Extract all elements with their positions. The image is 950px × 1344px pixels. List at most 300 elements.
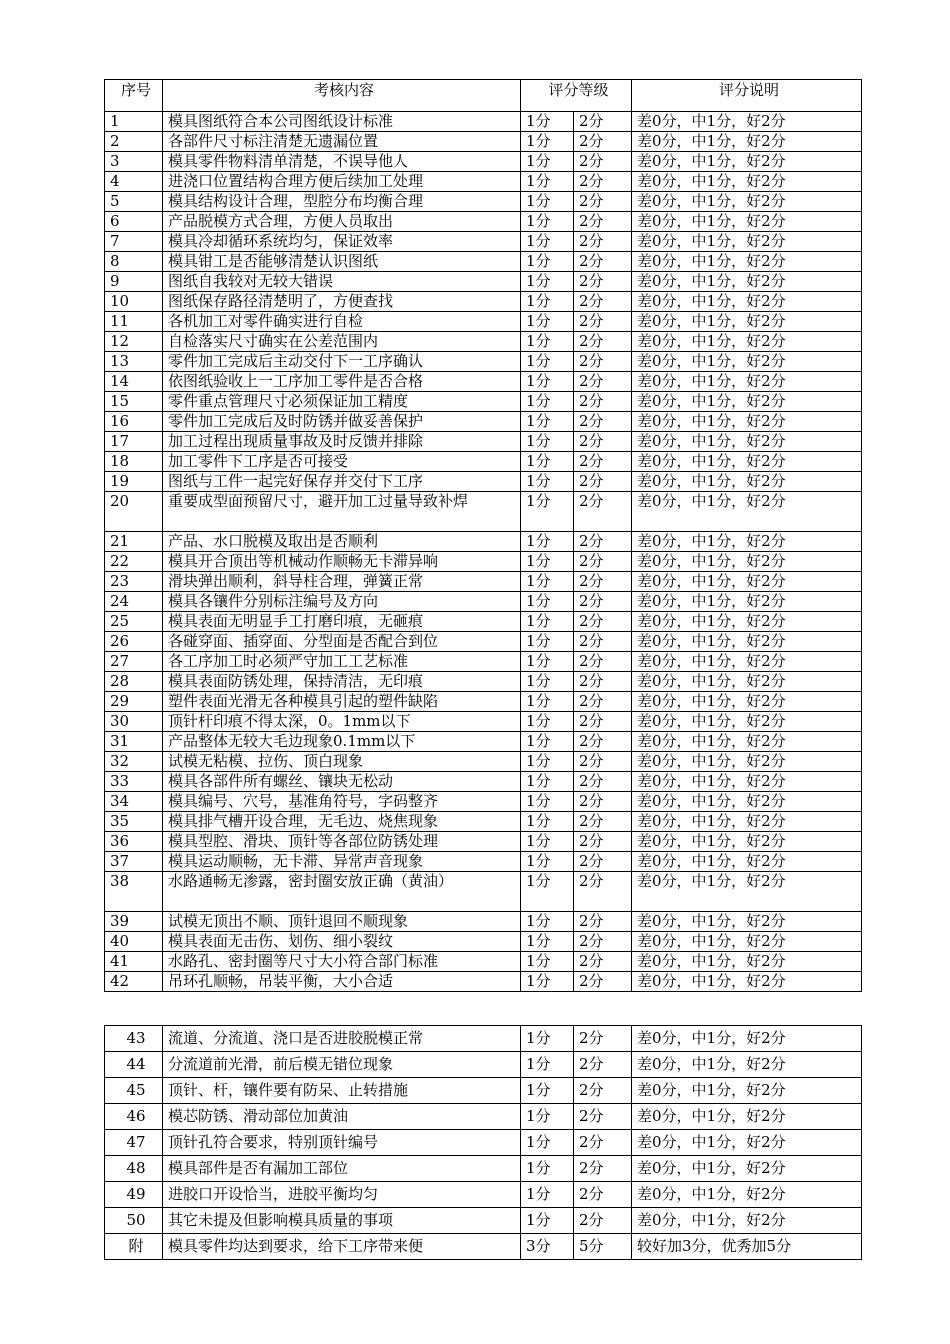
header-content: 考核内容 [163,80,521,112]
grade-1: 1分 [521,1130,574,1156]
grade-note: 差0分，中1分，好2分 [632,852,862,872]
grade-note: 差0分，中1分，好2分 [632,492,862,532]
grade-1: 1分 [521,732,574,752]
row-number: 27 [105,652,163,672]
grade-note: 差0分，中1分，好2分 [632,472,862,492]
table-row [105,452,862,472]
grade-note: 差0分，中1分，好2分 [632,372,862,392]
row-content: 零件加工完成后及时防锈并做妥善保护 [163,412,521,432]
row-content: 模具表面无击伤、划伤、细小裂纹 [163,932,521,952]
table-row [105,1052,862,1078]
row-content: 水路通畅无渗露，密封圈安放正确（黄油） [163,872,521,912]
row-number: 25 [105,612,163,632]
table-row [105,912,862,932]
grade-2: 2分 [574,912,632,932]
grade-2: 2分 [574,612,632,632]
grade-1: 1分 [521,412,574,432]
grade-note: 差0分，中1分，好2分 [632,832,862,852]
row-number: 37 [105,852,163,872]
assessment-table-1 [104,79,862,992]
table-row [105,772,862,792]
grade-1: 1分 [521,392,574,412]
grade-1: 1分 [521,572,574,592]
row-number: 36 [105,832,163,852]
row-number: 4 [105,172,163,192]
grade-1: 1分 [521,912,574,932]
row-content: 进浇口位置结构合理方便后续加工处理 [163,172,521,192]
grade-note: 差0分，中1分，好2分 [632,1104,862,1130]
grade-note: 差0分，中1分，好2分 [632,692,862,712]
row-content: 顶针孔符合要求，特别顶针编号 [163,1130,521,1156]
grade-1: 1分 [521,312,574,332]
header-row [105,80,862,112]
row-content: 分流道前光滑，前后模无错位现象 [163,1052,521,1078]
row-content: 产品、水口脱模及取出是否顺利 [163,532,521,552]
header-grade: 评分等级 [521,80,632,112]
grade-note: 差0分，中1分，好2分 [632,612,862,632]
grade-1: 1分 [521,132,574,152]
grade-2: 2分 [574,432,632,452]
grade-note: 差0分，中1分，好2分 [632,552,862,572]
grade-1: 1分 [521,592,574,612]
grade-note: 差0分，中1分，好2分 [632,592,862,612]
table-row [105,1234,862,1260]
row-number: 18 [105,452,163,472]
row-number: 9 [105,272,163,292]
row-number: 15 [105,392,163,412]
grade-1: 1分 [521,672,574,692]
grade-note: 较好加3分，优秀加5分 [632,1234,862,1260]
row-content: 模具表面防锈处理，保持清洁，无印痕 [163,672,521,692]
assessment-table-2 [104,1025,862,1260]
table-row [105,1156,862,1182]
row-content: 产品整体无较大毛边现象0.1mm以下 [163,732,521,752]
grade-2: 2分 [574,252,632,272]
grade-2: 2分 [574,812,632,832]
grade-note: 差0分，中1分，好2分 [632,1182,862,1208]
row-number: 24 [105,592,163,612]
table-row [105,752,862,772]
grade-2: 2分 [574,832,632,852]
grade-note: 差0分，中1分，好2分 [632,752,862,772]
grade-2: 2分 [574,152,632,172]
row-number: 20 [105,492,163,532]
row-number: 46 [105,1104,163,1130]
grade-1: 1分 [521,852,574,872]
grade-1: 1分 [521,352,574,372]
header-no: 序号 [105,80,163,112]
grade-note: 差0分，中1分，好2分 [632,732,862,752]
grade-1: 1分 [521,452,574,472]
row-number: 43 [105,1026,163,1052]
table-row [105,832,862,852]
grade-1: 1分 [521,1078,574,1104]
grade-2: 2分 [574,572,632,592]
row-number: 12 [105,332,163,352]
grade-note: 差0分，中1分，好2分 [632,352,862,372]
table-row [105,292,862,312]
row-number: 8 [105,252,163,272]
grade-2: 2分 [574,852,632,872]
grade-2: 2分 [574,1052,632,1078]
row-number: 23 [105,572,163,592]
row-number: 11 [105,312,163,332]
row-content: 零件加工完成后主动交付下一工序确认 [163,352,521,372]
table-row [105,852,862,872]
row-number: 41 [105,952,163,972]
table-row [105,1104,862,1130]
grade-2: 2分 [574,552,632,572]
row-content: 模具冷却循环系统均匀，保证效率 [163,232,521,252]
row-number: 7 [105,232,163,252]
table-row [105,572,862,592]
table-row [105,172,862,192]
grade-note: 差0分，中1分，好2分 [632,1052,862,1078]
row-number: 22 [105,552,163,572]
grade-1: 1分 [521,932,574,952]
grade-2: 2分 [574,472,632,492]
row-content: 模具各部件所有螺丝、镶块无松动 [163,772,521,792]
row-number: 16 [105,412,163,432]
row-number: 34 [105,792,163,812]
table-row [105,972,862,992]
row-number: 35 [105,812,163,832]
grade-2: 2分 [574,732,632,752]
grade-2: 2分 [574,192,632,212]
grade-note: 差0分，中1分，好2分 [632,1078,862,1104]
table-row [105,412,862,432]
grade-1: 1分 [521,872,574,912]
row-content: 模具钳工是否能够清楚认识图纸 [163,252,521,272]
row-content: 零件重点管理尺寸必须保证加工精度 [163,392,521,412]
grade-1: 1分 [521,752,574,772]
row-number: 29 [105,692,163,712]
grade-1: 1分 [521,532,574,552]
grade-note: 差0分，中1分，好2分 [632,872,862,912]
table-row [105,552,862,572]
row-number: 2 [105,132,163,152]
grade-1: 1分 [521,272,574,292]
grade-1: 1分 [521,972,574,992]
row-number: 14 [105,372,163,392]
table-row [105,952,862,972]
row-content: 进胶口开设恰当，进胶平衡均匀 [163,1182,521,1208]
table-row [105,232,862,252]
row-number: 33 [105,772,163,792]
grade-2: 2分 [574,292,632,312]
row-content: 各工序加工时必须严守加工工艺标准 [163,652,521,672]
grade-note: 差0分，中1分，好2分 [632,772,862,792]
table-row [105,672,862,692]
grade-1: 1分 [521,612,574,632]
grade-2: 2分 [574,972,632,992]
grade-2: 2分 [574,212,632,232]
grade-2: 2分 [574,1130,632,1156]
grade-2: 2分 [574,1078,632,1104]
table-row [105,392,862,412]
grade-1: 1分 [521,952,574,972]
row-content: 模具零件均达到要求，给下工序带来便 [163,1234,521,1260]
grade-2: 2分 [574,592,632,612]
grade-note: 差0分，中1分，好2分 [632,532,862,552]
grade-2: 2分 [574,1104,632,1130]
grade-note: 差0分，中1分，好2分 [632,312,862,332]
grade-2: 2分 [574,952,632,972]
grade-note: 差0分，中1分，好2分 [632,432,862,452]
row-number: 3 [105,152,163,172]
grade-2: 2分 [574,412,632,432]
grade-note: 差0分，中1分，好2分 [632,1130,862,1156]
row-content: 产品脱模方式合理，方便人员取出 [163,212,521,232]
table-row [105,472,862,492]
grade-1: 1分 [521,252,574,272]
grade-2: 2分 [574,232,632,252]
grade-1: 1分 [521,692,574,712]
grade-note: 差0分，中1分，好2分 [632,132,862,152]
grade-1: 1分 [521,552,574,572]
grade-2: 2分 [574,1156,632,1182]
grade-note: 差0分，中1分，好2分 [632,792,862,812]
grade-1: 1分 [521,792,574,812]
table-row [105,692,862,712]
table-row [105,272,862,292]
row-content: 滑块弹出顺利，斜导柱合理，弹簧正常 [163,572,521,592]
grade-1: 1分 [521,292,574,312]
row-content: 图纸自我较对无较大错误 [163,272,521,292]
row-content: 加工零件下工序是否可接受 [163,452,521,472]
grade-1: 1分 [521,632,574,652]
grade-2: 2分 [574,772,632,792]
grade-note: 差0分，中1分，好2分 [632,252,862,272]
row-number: 13 [105,352,163,372]
grade-note: 差0分，中1分，好2分 [632,952,862,972]
grade-1: 1分 [521,212,574,232]
grade-note: 差0分，中1分，好2分 [632,232,862,252]
grade-note: 差0分，中1分，好2分 [632,412,862,432]
table-row [105,612,862,632]
grade-2: 2分 [574,352,632,372]
row-content: 模具排气槽开设合理，无毛边、烧焦现象 [163,812,521,832]
grade-2: 2分 [574,652,632,672]
grade-note: 差0分，中1分，好2分 [632,192,862,212]
grade-note: 差0分，中1分，好2分 [632,332,862,352]
grade-note: 差0分，中1分，好2分 [632,972,862,992]
grade-2: 2分 [574,692,632,712]
row-content: 吊环孔顺畅，吊装平衡，大小合适 [163,972,521,992]
table-row [105,932,862,952]
grade-note: 差0分，中1分，好2分 [632,652,862,672]
row-content: 试模无顶出不顺、顶针退回不顺现象 [163,912,521,932]
grade-note: 差0分，中1分，好2分 [632,1026,862,1052]
row-content: 模具零件物料清单清楚，不误导他人 [163,152,521,172]
row-content: 图纸保存路径清楚明了，方便查找 [163,292,521,312]
table-row [105,312,862,332]
row-content: 模具结构设计合理，型腔分布均衡合理 [163,192,521,212]
row-number: 45 [105,1078,163,1104]
table-row [105,732,862,752]
grade-1: 1分 [521,652,574,672]
table-row [105,1078,862,1104]
grade-2: 5分 [574,1234,632,1260]
grade-note: 差0分，中1分，好2分 [632,932,862,952]
grade-1: 1分 [521,232,574,252]
row-number: 26 [105,632,163,652]
grade-1: 1分 [521,432,574,452]
grade-2: 2分 [574,332,632,352]
grade-1: 3分 [521,1234,574,1260]
row-content: 重要成型面预留尺寸，避开加工过量导致补焊 [163,492,521,532]
grade-note: 差0分，中1分，好2分 [632,152,862,172]
table-row [105,712,862,732]
row-number: 48 [105,1156,163,1182]
grade-note: 差0分，中1分，好2分 [632,172,862,192]
grade-note: 差0分，中1分，好2分 [632,112,862,132]
grade-1: 1分 [521,1182,574,1208]
row-content: 塑件表面光滑无各种模具引起的塑件缺陷 [163,692,521,712]
row-number: 30 [105,712,163,732]
row-number: 28 [105,672,163,692]
row-content: 模芯防锈、滑动部位加黄油 [163,1104,521,1130]
grade-1: 1分 [521,372,574,392]
row-number: 5 [105,192,163,212]
grade-2: 2分 [574,112,632,132]
row-content: 各部件尺寸标注清楚无遗漏位置 [163,132,521,152]
grade-1: 1分 [521,1026,574,1052]
row-number: 6 [105,212,163,232]
grade-2: 2分 [574,372,632,392]
table-row [105,812,862,832]
row-content: 模具运动顺畅，无卡滞、异常声音现象 [163,852,521,872]
grade-note: 差0分，中1分，好2分 [632,272,862,292]
row-number: 49 [105,1182,163,1208]
grade-note: 差0分，中1分，好2分 [632,632,862,652]
row-content: 模具型腔、滑块、顶针等各部位防锈处理 [163,832,521,852]
row-content: 水路孔、密封圈等尺寸大小符合部门标准 [163,952,521,972]
grade-note: 差0分，中1分，好2分 [632,572,862,592]
row-number: 32 [105,752,163,772]
row-content: 各碰穿面、插穿面、分型面是否配合到位 [163,632,521,652]
row-number: 44 [105,1052,163,1078]
grade-2: 2分 [574,172,632,192]
row-content: 模具各镶件分别标注编号及方向 [163,592,521,612]
row-content: 模具开合顶出等机械动作顺畅无卡滞异响 [163,552,521,572]
table-row [105,872,862,912]
grade-2: 2分 [574,312,632,332]
grade-note: 差0分，中1分，好2分 [632,1208,862,1234]
row-content: 自检落实尺寸确实在公差范围内 [163,332,521,352]
row-number: 1 [105,112,163,132]
grade-2: 2分 [574,272,632,292]
table-row [105,352,862,372]
grade-2: 2分 [574,492,632,532]
table-row [105,152,862,172]
table-row [105,252,862,272]
row-number: 附 [105,1234,163,1260]
grade-1: 1分 [521,152,574,172]
table-row [105,1130,862,1156]
row-number: 42 [105,972,163,992]
grade-2: 2分 [574,452,632,472]
grade-1: 1分 [521,1208,574,1234]
row-content: 试模无粘模、拉伤、顶白现象 [163,752,521,772]
grade-1: 1分 [521,812,574,832]
grade-2: 2分 [574,932,632,952]
grade-note: 差0分，中1分，好2分 [632,452,862,472]
row-number: 31 [105,732,163,752]
row-content: 顶针、杆，镶件要有防呆、止转措施 [163,1078,521,1104]
row-content: 流道、分流道、浇口是否进胶脱模正常 [163,1026,521,1052]
row-number: 38 [105,872,163,912]
table-row [105,212,862,232]
row-content: 各机加工对零件确实进行自检 [163,312,521,332]
grade-note: 差0分，中1分，好2分 [632,912,862,932]
grade-2: 2分 [574,632,632,652]
table-row [105,592,862,612]
row-content: 其它未提及但影响模具质量的事项 [163,1208,521,1234]
row-number: 21 [105,532,163,552]
grade-2: 2分 [574,132,632,152]
grade-note: 差0分，中1分，好2分 [632,392,862,412]
table-row [105,792,862,812]
grade-2: 2分 [574,392,632,412]
row-number: 17 [105,432,163,452]
grade-2: 2分 [574,752,632,772]
grade-note: 差0分，中1分，好2分 [632,212,862,232]
grade-1: 1分 [521,1156,574,1182]
table-row [105,372,862,392]
table-row [105,432,862,452]
table-row [105,532,862,552]
grade-1: 1分 [521,1052,574,1078]
table-row [105,632,862,652]
row-content: 模具部件是否有漏加工部位 [163,1156,521,1182]
grade-2: 2分 [574,792,632,812]
grade-1: 1分 [521,172,574,192]
row-content: 模具表面无明显手工打磨印痕，无砸痕 [163,612,521,632]
row-number: 47 [105,1130,163,1156]
grade-1: 1分 [521,772,574,792]
grade-2: 2分 [574,1026,632,1052]
grade-1: 1分 [521,1104,574,1130]
row-number: 10 [105,292,163,312]
grade-note: 差0分，中1分，好2分 [632,292,862,312]
table-row [105,332,862,352]
grade-1: 1分 [521,332,574,352]
grade-note: 差0分，中1分，好2分 [632,672,862,692]
grade-note: 差0分，中1分，好2分 [632,712,862,732]
row-content: 加工过程出现质量事故及时反馈并排除 [163,432,521,452]
grade-2: 2分 [574,672,632,692]
table-row [105,1208,862,1234]
header-note: 评分说明 [632,80,862,112]
table-row [105,1026,862,1052]
grade-2: 2分 [574,712,632,732]
grade-1: 1分 [521,712,574,732]
row-content: 模具编号、穴号，基准角符号，字码整齐 [163,792,521,812]
row-content: 依图纸验收上一工序加工零件是否合格 [163,372,521,392]
grade-1: 1分 [521,832,574,852]
table-row [105,132,862,152]
grade-2: 2分 [574,1182,632,1208]
table-row [105,1182,862,1208]
grade-note: 差0分，中1分，好2分 [632,812,862,832]
table-row [105,112,862,132]
grade-2: 2分 [574,872,632,912]
grade-1: 1分 [521,472,574,492]
row-number: 40 [105,932,163,952]
grade-1: 1分 [521,112,574,132]
grade-2: 2分 [574,1208,632,1234]
